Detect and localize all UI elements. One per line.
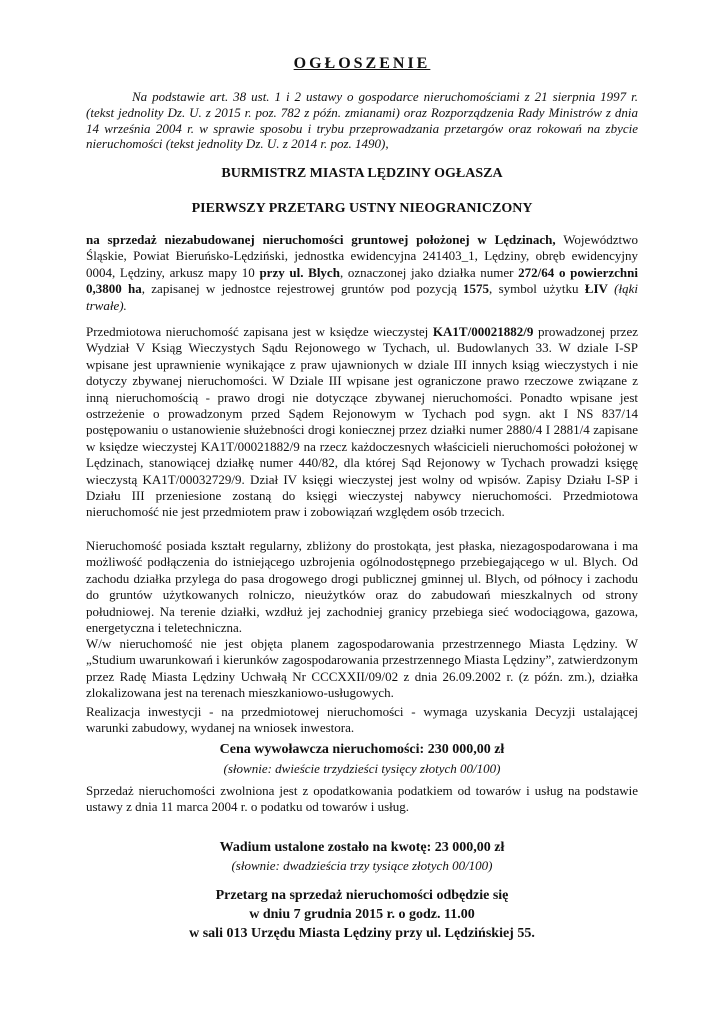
- property-symbol: ŁIV: [584, 281, 608, 297]
- document-title: OGŁOSZENIE: [293, 55, 431, 72]
- property-symbol-intro: , symbol użytku: [489, 281, 585, 297]
- planning-text: W/w nieruchomość nie jest objęta planem zagospodarowania przestrzennego Miasta Lędziny. W „Studium uwarunkowań i kierunków zagospodarowania przestrzennego Miasta Lędziny”, zatwierdzonym przez Radę Miasta Lędziny Uchwałą Nr CCCXXII/09/02 z dnia 26.09.2002 r. (z późn. zm.), działka zlokalizowana jest na terenach mieszkaniowo-usługowych.: [86, 636, 638, 701]
- investment-text: Realizacja inwestycji - na przedmiotowej nieruchomości - wymaga uzyskania Decyzji ustalającej warunki zabudowy, wydanej na wniosek inwestora.: [86, 704, 638, 736]
- land-register-text: [86, 324, 638, 521]
- property-description: [86, 232, 638, 314]
- land-register-details: prowadzonej przez Wydział V Ksiąg Wieczystych Sądu Rejonowego w Tychach, ul. Budowlanych 33. W dziale I-SP wpisane jest uprawnienie wynikające z praw ujawnionych w dziale III innych ksiąg wieczystych i nie dotyczy zbywanej nieruchomości. W Dziale III wpisane jest ograniczone prawo rzeczowe związane z inną nieruchomością - prawo drogi nie dotyczące zbywanej nieruchomości. Ponadto wpisane jest ostrzeżenie o prowadzonym przed Sądem Rejonowym w Tychach pod sygn. akt I NS 837/14 postępowaniu o ustanowienie służebności drogi koniecznej przez działki numer 2880/4 I 2881/4 zapisane w księdze wieczystej KA1T/00021882/9 na rzecz każdoczesnych właścicieli nieruchomości położonej w Lędzinach, stanowiącej działkę numer 440/82, dla której Sąd Rejonowy w Tychach prowadzi księgę wieczystą KA1T/00032729/9. Dział IV księgi wieczystej jest wolny od wpisów. Zapisy Działu I-SP i Działu III przeniesione zostaną do księgi wieczystej nabywcy nieruchomości. Przedmiotowa nieruchomość nie jest przedmiotem praw i zobowiązań względem osób trzecich.: [86, 324, 638, 520]
- property-location: Województwo Śląskie, Powiat Bieruńsko-Lędziński, jednostka ewidencyjna 241403_1, Lędziny, obręb ewidencyjny 0004, Lędziny, arkusz mapy 10: [86, 232, 638, 280]
- deposit-amount-words: (słownie: dwadzieścia trzy tysiące złotych 00/100): [231, 858, 493, 873]
- property-description-paragraph: [86, 232, 638, 314]
- legal-basis-paragraph: [86, 89, 638, 152]
- tender-date-place: [0, 886, 724, 943]
- property-symbol-desc: (łąki trwałe).: [86, 281, 639, 313]
- property-shape-text: Nieruchomość posiada kształt regularny, zbliżony do prostokąta, jest płaska, niezagospodarowana i ma możliwość podłączenia do istniejącego uzbrojenia ogólnodostępnego przebiegającego w ul. Blych. Od zachodu działka przylega do pasa drogowego drogi publicznej gminnej ul. Blych, od północy i zachodu do gruntów użytkowanych rolniczo, nieużytków oraz do zabudowań mieszkalnych od strony południowej. Na terenie działki, wzdłuż jej zachodniej granicy przebiega sieć wodociągowa, gazowa, energetyczna i teletechniczna.: [86, 538, 638, 636]
- starting-price-words: (słownie: dwieście trzydzieści tysięcy złotych 00/100): [223, 761, 501, 776]
- vat-paragraph: [86, 783, 638, 816]
- property-shape-paragraph: [86, 538, 638, 636]
- property-parcel: 272/64 o powierzchni 0,3800 ha: [86, 264, 638, 297]
- starting-price: Cena wywoławcza nieruchomości: 230 000,00 zł: [219, 742, 505, 757]
- property-register-unit: 1575: [463, 281, 490, 297]
- land-register-number: KA1T/00021882/9: [432, 324, 534, 339]
- property-street: przy ul. Blych: [259, 264, 340, 280]
- deposit-amount: Wadium ustalone zostało na kwotę: 23 000,00 zł: [219, 840, 505, 855]
- land-register-paragraph: [86, 324, 638, 521]
- tender-type-heading: PIERWSZY PRZETARG USTNY NIEOGRANICZONY: [191, 201, 533, 216]
- tender-date-line: w dniu 7 grudnia 2015 r. o godz. 11.00: [249, 907, 475, 922]
- investment-paragraph: [86, 704, 638, 737]
- mayor-announces-heading: BURMISTRZ MIASTA LĘDZINY OGŁASZA: [221, 166, 503, 181]
- property-register-intro: , zapisanej w jednostce rejestrowej gruntów pod pozycją: [141, 281, 464, 297]
- vat-text: Sprzedaż nieruchomości zwolniona jest z opodatkowania podatkiem od towarów i usług na podstawie ustawy z dnia 11 marca 2004 r. o podatku od towarów i usług.: [86, 783, 638, 815]
- land-register-intro: Przedmiotowa nieruchomość zapisana jest w księdze wieczystej: [86, 324, 433, 339]
- tender-announcement-line: Przetarg na sprzedaż nieruchomości odbędzie się: [215, 888, 509, 903]
- planning-paragraph: [86, 636, 638, 702]
- property-lead: na sprzedaż niezabudowanej nieruchomości gruntowej położonej w Lędzinach,: [86, 232, 556, 247]
- property-parcel-intro: , oznaczonej jako działka numer: [339, 264, 519, 280]
- legal-basis-text: Na podstawie art. 38 ust. 1 i 2 ustawy o gospodarce nieruchomościami z 21 sierpnia 1997 r. (tekst jednolity Dz. U. z 2015 r. poz. 782 z późn. zmianami) oraz Rozporządzenia Rady Ministrów z dnia 14 września 2004 r. w sprawie sposobu i trybu przeprowadzania przetargów oraz rokowań na zbycie nieruchomości (tekst jednolity Dz. U. z 2014 r. poz. 1490),: [86, 89, 638, 152]
- tender-place-line: w sali 013 Urzędu Miasta Lędziny przy ul. Lędzińskiej 55.: [189, 926, 535, 941]
